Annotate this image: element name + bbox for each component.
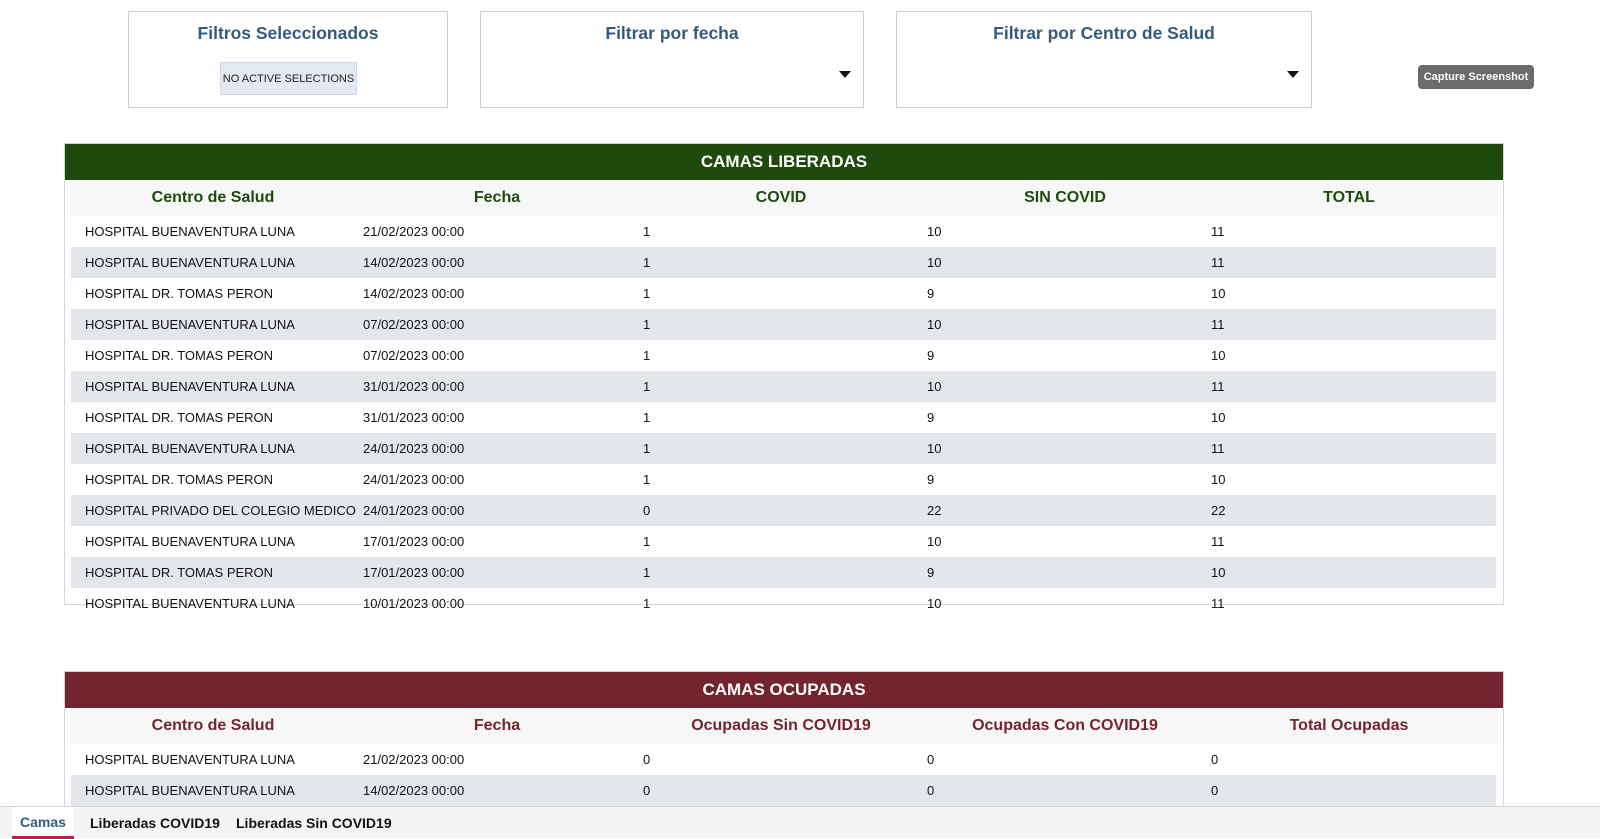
table-cell: 14/02/2023 00:00 — [363, 286, 465, 301]
table-cell: 10 — [1211, 286, 1226, 301]
table-cell: 1 — [643, 224, 651, 239]
health-center-filter-dropdown[interactable] — [896, 11, 1312, 108]
table-cell: HOSPITAL DR. TOMAS PERON — [85, 286, 274, 301]
table-cell: 10 — [927, 224, 942, 239]
table-cell: 0 — [1211, 752, 1219, 767]
table-cell: HOSPITAL BUENAVENTURA LUNA — [85, 596, 295, 611]
tab-camas[interactable]: Camas — [12, 807, 74, 839]
table-cell: 17/01/2023 00:00 — [363, 565, 465, 580]
table-cell: 07/02/2023 00:00 — [363, 317, 465, 332]
table-cell: HOSPITAL BUENAVENTURA LUNA — [85, 255, 295, 270]
table-cell: 0 — [643, 503, 651, 518]
health-center-filter-title: Filtrar por Centro de Salud — [993, 23, 1215, 43]
table-row — [71, 495, 1496, 526]
table-cell: 10/01/2023 00:00 — [363, 596, 465, 611]
column-header[interactable]: TOTAL — [1323, 189, 1375, 206]
table-row — [71, 557, 1496, 588]
table-cell: HOSPITAL BUENAVENTURA LUNA — [85, 224, 295, 239]
column-header[interactable]: Fecha — [473, 717, 521, 734]
table-cell: 14/02/2023 00:00 — [363, 783, 465, 798]
table-cell: 11 — [1211, 441, 1225, 456]
table-cell: 24/01/2023 00:00 — [363, 441, 465, 456]
table-cell: 11 — [1211, 255, 1225, 270]
table-cell: 10 — [927, 379, 942, 394]
camas-liberadas-title: CAMAS LIBERADAS — [65, 144, 1503, 180]
table-cell: 10 — [927, 441, 942, 456]
table-cell: 9 — [927, 410, 935, 425]
table-cell: 1 — [643, 596, 651, 611]
table-cell: 9 — [927, 348, 935, 363]
table-header — [71, 708, 1497, 744]
table-cell: HOSPITAL BUENAVENTURA LUNA — [85, 534, 295, 549]
table-cell: 0 — [643, 752, 651, 767]
table-cell: HOSPITAL DR. TOMAS PERON — [85, 565, 274, 580]
table-cell: 9 — [927, 565, 935, 580]
table-row — [71, 464, 1496, 495]
table-cell: 10 — [1211, 472, 1226, 487]
camas-ocupadas-table — [64, 671, 1504, 811]
tab-liberadas-covid19[interactable]: Liberadas COVID19 — [90, 815, 220, 831]
column-header[interactable]: Fecha — [473, 189, 521, 206]
column-header[interactable]: Ocupadas Con COVID19 — [972, 717, 1158, 734]
table-cell: 0 — [1211, 783, 1219, 798]
table-cell: 24/01/2023 00:00 — [363, 472, 465, 487]
table-cell: 11 — [1211, 224, 1225, 239]
tab-liberadas-sin-covid19[interactable]: Liberadas Sin COVID19 — [236, 815, 392, 831]
table-cell: HOSPITAL BUENAVENTURA LUNA — [85, 441, 295, 456]
table-cell: 22 — [1211, 503, 1226, 518]
table-row — [71, 340, 1496, 371]
table-row — [71, 744, 1496, 775]
table-row — [71, 402, 1496, 433]
table-cell: HOSPITAL DR. TOMAS PERON — [85, 472, 274, 487]
table-row — [71, 309, 1496, 340]
capture-screenshot-button[interactable]: Capture Screenshot — [1418, 65, 1534, 89]
table-cell: HOSPITAL PRIVADO DEL COLEGIO MEDICO — [85, 503, 356, 518]
table-cell: 1 — [643, 410, 651, 425]
page-tab-bar — [0, 806, 1600, 838]
table-body[interactable] — [71, 744, 1496, 806]
table-cell: HOSPITAL BUENAVENTURA LUNA — [85, 379, 295, 394]
table-cell: 11 — [1211, 596, 1225, 611]
table-cell: 1 — [643, 379, 651, 394]
chevron-down-icon[interactable] — [839, 71, 851, 78]
table-cell: 1 — [643, 534, 651, 549]
table-cell: 10 — [1211, 410, 1226, 425]
table-cell: 1 — [643, 472, 651, 487]
table-cell: 10 — [927, 534, 942, 549]
table-cell: 1 — [643, 255, 651, 270]
chevron-down-icon[interactable] — [1287, 71, 1299, 78]
selected-filters-title: Filtros Seleccionados — [197, 23, 379, 43]
table-cell: 21/02/2023 00:00 — [363, 224, 465, 239]
table-cell: 10 — [1211, 565, 1226, 580]
table-cell: 0 — [927, 752, 935, 767]
table-row — [71, 278, 1496, 309]
table-body[interactable] — [71, 216, 1496, 611]
table-cell: 24/01/2023 00:00 — [363, 503, 465, 518]
table-cell: 11 — [1211, 379, 1225, 394]
table-cell: 0 — [643, 783, 651, 798]
table-cell: 22 — [927, 503, 942, 518]
table-cell: 1 — [643, 348, 651, 363]
table-cell: HOSPITAL BUENAVENTURA LUNA — [85, 783, 295, 798]
table-row — [71, 216, 1496, 247]
date-filter-title: Filtrar por fecha — [605, 23, 739, 43]
table-cell: 10 — [1211, 348, 1226, 363]
table-cell: 11 — [1211, 317, 1225, 332]
table-cell: 17/01/2023 00:00 — [363, 534, 465, 549]
column-header[interactable]: SIN COVID — [1024, 189, 1106, 206]
table-cell: 1 — [643, 286, 651, 301]
no-active-selections-badge: NO ACTIVE SELECTIONS — [220, 62, 357, 95]
column-header[interactable]: Total Ocupadas — [1289, 717, 1409, 734]
table-cell: 10 — [927, 596, 942, 611]
camas-ocupadas-title: CAMAS OCUPADAS — [65, 672, 1503, 708]
table-cell: 1 — [643, 317, 651, 332]
table-cell: HOSPITAL DR. TOMAS PERON — [85, 410, 274, 425]
table-cell: 0 — [927, 783, 935, 798]
table-row — [71, 526, 1496, 557]
table-cell: 10 — [927, 255, 942, 270]
selected-filters-panel — [128, 11, 448, 108]
table-cell: 9 — [927, 472, 935, 487]
table-cell: HOSPITAL BUENAVENTURA LUNA — [85, 317, 295, 332]
table-cell: 1 — [643, 565, 651, 580]
table-cell: 21/02/2023 00:00 — [363, 752, 465, 767]
column-header[interactable]: Centro de Salud — [151, 189, 275, 206]
table-cell: HOSPITAL BUENAVENTURA LUNA — [85, 752, 295, 767]
column-header[interactable]: Ocupadas Sin COVID19 — [691, 717, 871, 734]
table-cell: 10 — [927, 317, 942, 332]
table-row — [71, 775, 1496, 806]
table-row — [71, 433, 1496, 464]
table-cell: 31/01/2023 00:00 — [363, 410, 465, 425]
table-row — [71, 247, 1496, 278]
table-cell: 11 — [1211, 534, 1225, 549]
date-filter-dropdown[interactable] — [480, 11, 864, 108]
table-cell: 07/02/2023 00:00 — [363, 348, 465, 363]
column-header[interactable]: COVID — [755, 189, 807, 206]
column-header[interactable]: Centro de Salud — [151, 717, 275, 734]
table-cell: 9 — [927, 286, 935, 301]
camas-liberadas-table — [64, 143, 1504, 611]
table-cell: 1 — [643, 441, 651, 456]
table-header — [71, 180, 1497, 216]
table-cell: 14/02/2023 00:00 — [363, 255, 465, 270]
table-row — [71, 588, 1496, 619]
table-cell: HOSPITAL DR. TOMAS PERON — [85, 348, 274, 363]
table-cell: 31/01/2023 00:00 — [363, 379, 465, 394]
table-row — [71, 371, 1496, 402]
